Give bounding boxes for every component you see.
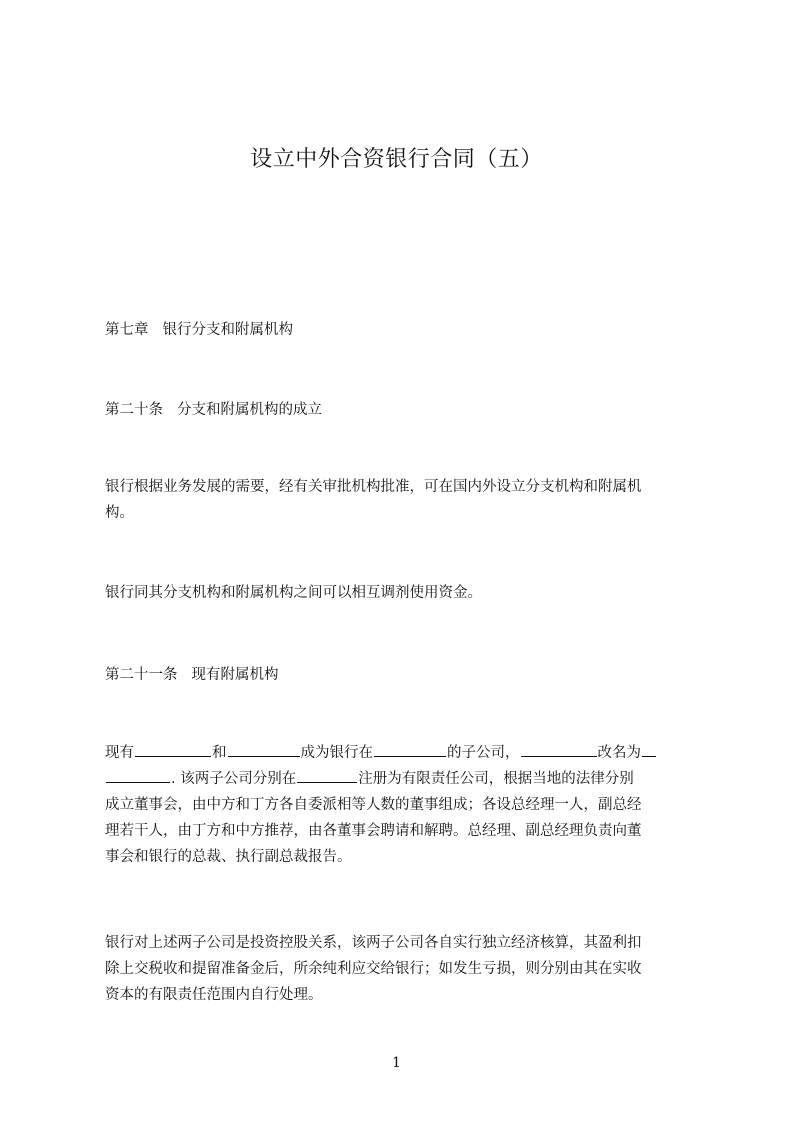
article-20-paragraph-2 [105, 580, 698, 606]
paragraph-line: . 该两子公司分别在 注册为有限责任公司，根据当地的法律分别 [105, 766, 698, 792]
article-21-paragraph-2 [105, 930, 698, 1008]
paragraph-line: 除上交税收和提留准备金后，所余纯利应交给银行；如发生亏损，则分别由其在实收 [105, 961, 642, 977]
paragraph-line: 事会和银行的总裁、执行副总裁报告。 [105, 849, 352, 865]
paragraph-line: 银行同其分支机构和附属机构之间可以相互调剂使用资金。 [105, 585, 482, 601]
chapter-heading [105, 318, 293, 339]
fill-in-blank [135, 741, 211, 757]
fill-in-blank [297, 767, 357, 783]
article-20-paragraph-1 [105, 474, 698, 526]
paragraph-line: 资本的有限责任范围内自行处理。 [105, 987, 323, 1003]
paragraph-line: 银行对上述两子公司是投资控股关系，该两子公司各自实行独立经济核算，其盈利扣 [105, 935, 642, 951]
fill-in-blank [228, 741, 300, 757]
chapter-title: 银行分支和附属机构 [162, 322, 293, 338]
fill-in-blank [642, 741, 656, 757]
page-number: 1 [392, 1055, 401, 1071]
paragraph-line: 成立董事会，由中方和丁方各自委派相等人数的董事组成；各设总经理一人，副总经 [105, 797, 642, 813]
article-21-title: 现有附属机构 [191, 667, 279, 683]
paragraph-line: 银行根据业务发展的需要，经有关审批机构批准，可在国内外设立分支机构和附属机 [105, 479, 642, 495]
article-21-heading [105, 663, 279, 684]
paragraph-line: 现有 和 成为银行在 的子公司， 改名为 [105, 740, 698, 766]
paragraph-line: 理若干人，由丁方和中方推荐，由各董事会聘请和解聘。总经理、副总经理负责向董 [105, 823, 642, 839]
fill-in-blank [521, 741, 597, 757]
paragraph-line: 构。 [105, 505, 134, 521]
article-20-label: 第二十条 [105, 402, 163, 418]
fill-in-blank [374, 741, 446, 757]
article-21-paragraph-1 [105, 740, 698, 870]
document-title: 设立中外合资银行合同（五） [250, 147, 543, 172]
fill-in-blank [106, 767, 170, 783]
chapter-label: 第七章 [105, 322, 149, 338]
article-20-heading [105, 398, 322, 419]
article-21-label: 第二十一条 [105, 667, 178, 683]
article-20-title: 分支和附属机构的成立 [177, 402, 322, 418]
